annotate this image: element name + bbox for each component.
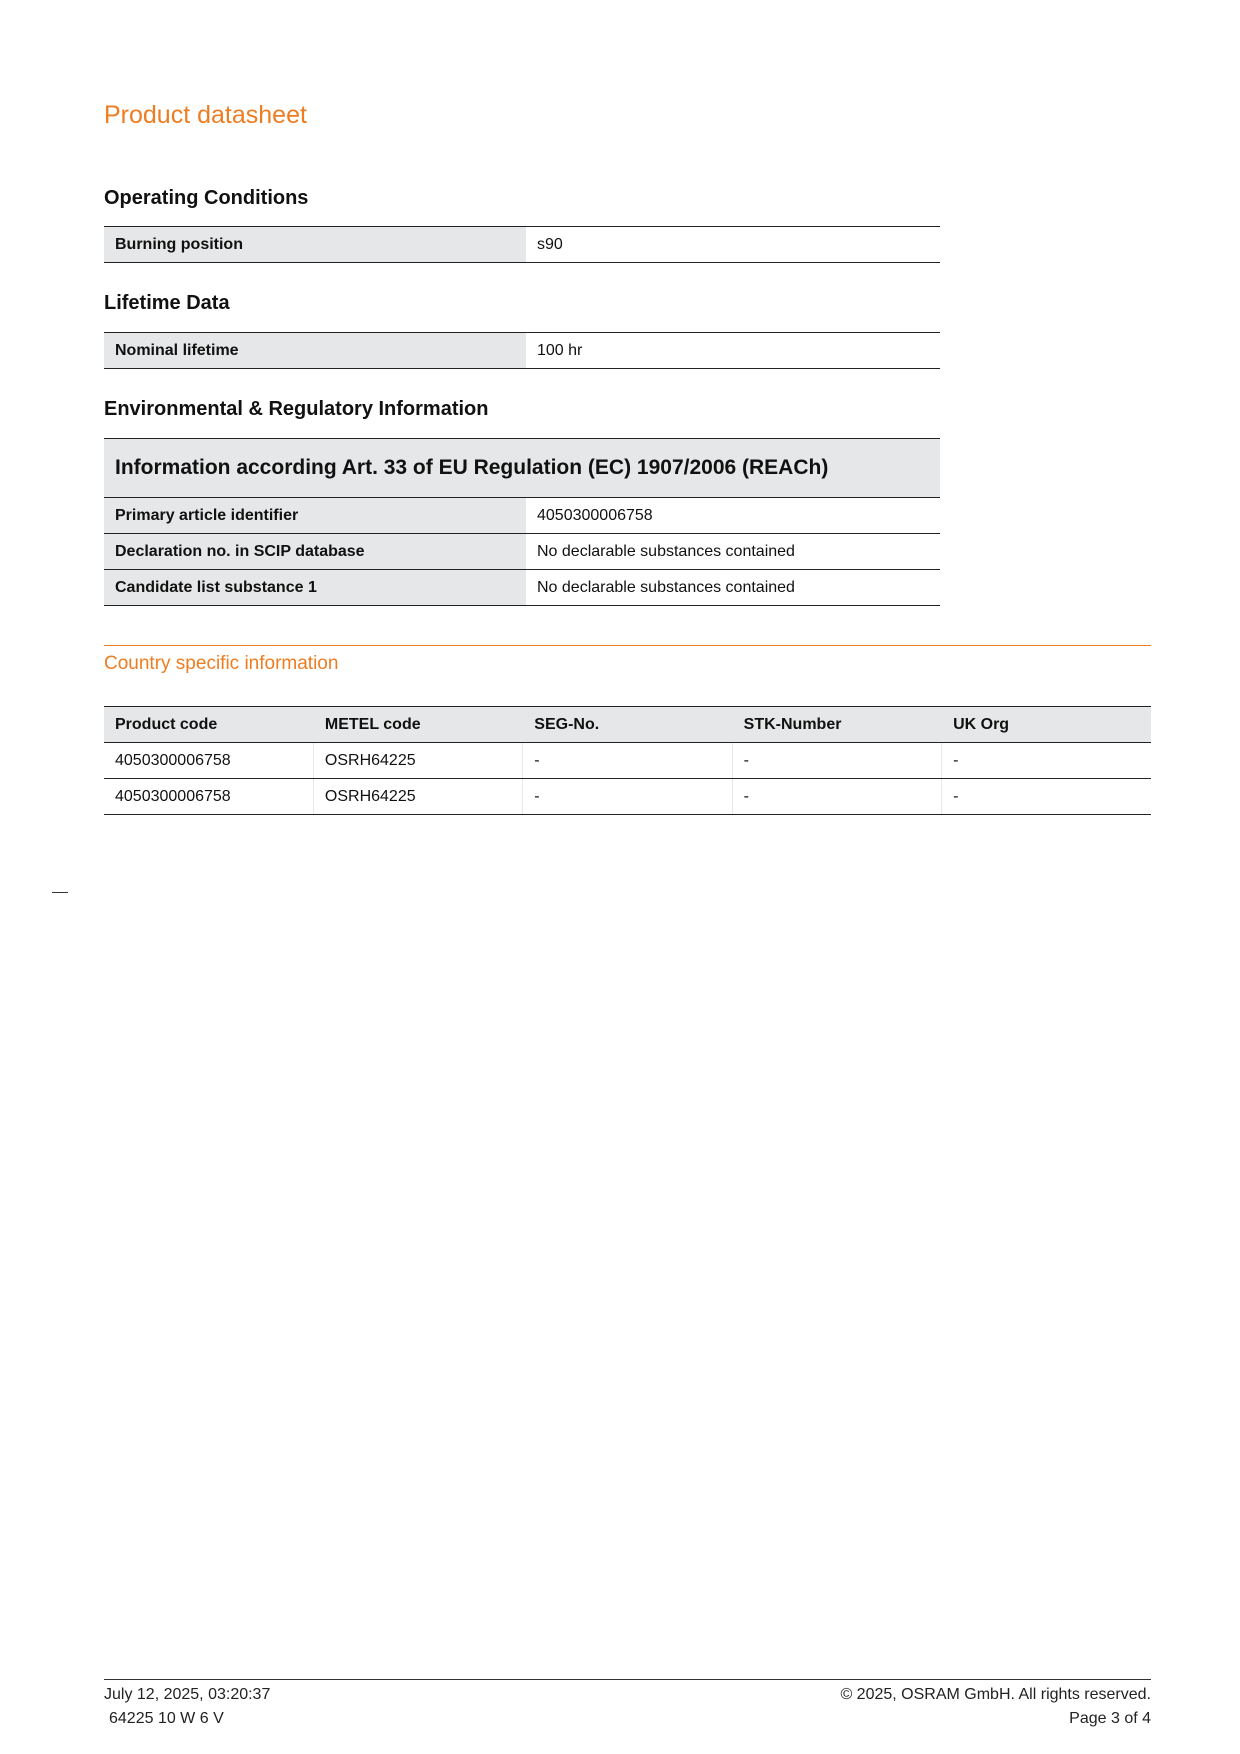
country-info-table <box>104 706 1151 815</box>
page-title: Product datasheet <box>104 101 307 129</box>
table-row <box>104 534 940 570</box>
row-label: Primary article identifier <box>104 498 526 534</box>
seg-no-cell: - <box>523 743 732 779</box>
section-divider <box>104 645 1151 646</box>
margin-mark <box>52 892 68 893</box>
row-value: No declarable substances contained <box>526 534 940 570</box>
table-row <box>104 570 940 606</box>
row-label: Burning position <box>104 227 526 263</box>
table-row <box>104 498 940 534</box>
reach-subheading: Information according Art. 33 of EU Regulation (EC) 1907/2006 (REACh) <box>104 439 940 498</box>
table-row <box>104 227 940 263</box>
operating-conditions-table <box>104 226 940 263</box>
table-row <box>104 743 1151 779</box>
uk-org-cell: - <box>942 743 1151 779</box>
footer-page-number: Page 3 of 4 <box>1069 1710 1151 1727</box>
footer-product: 64225 10 W 6 V <box>109 1710 224 1727</box>
column-header-metel-code: METEL code <box>313 707 522 743</box>
row-label: Nominal lifetime <box>104 333 526 369</box>
row-value: 4050300006758 <box>526 498 940 534</box>
country-info-heading: Country specific information <box>104 653 339 674</box>
stk-number-cell: - <box>732 743 941 779</box>
row-label: Declaration no. in SCIP database <box>104 534 526 570</box>
column-header-stk-number: STK-Number <box>732 707 941 743</box>
lifetime-data-heading: Lifetime Data <box>104 292 230 314</box>
uk-org-cell: - <box>942 779 1151 815</box>
column-header-product-code: Product code <box>104 707 313 743</box>
operating-conditions-heading: Operating Conditions <box>104 187 309 209</box>
row-label: Candidate list substance 1 <box>104 570 526 606</box>
lifetime-data-table <box>104 332 940 369</box>
row-value: 100 hr <box>526 333 940 369</box>
footer-divider <box>104 1679 1151 1680</box>
stk-number-cell: - <box>732 779 941 815</box>
table-row <box>104 779 1151 815</box>
metel-code-cell: OSRH64225 <box>313 779 522 815</box>
footer-copyright: © 2025, OSRAM GmbH. All rights reserved. <box>840 1686 1151 1703</box>
table-row <box>104 333 940 369</box>
column-header-uk-org: UK Org <box>942 707 1151 743</box>
reach-table <box>104 438 940 606</box>
footer-date: July 12, 2025, 03:20:37 <box>104 1686 271 1703</box>
row-value: No declarable substances contained <box>526 570 940 606</box>
metel-code-cell: OSRH64225 <box>313 743 522 779</box>
seg-no-cell: - <box>523 779 732 815</box>
product-code-cell: 4050300006758 <box>104 743 313 779</box>
row-value: s90 <box>526 227 940 263</box>
column-header-seg-no: SEG-No. <box>523 707 732 743</box>
product-code-cell: 4050300006758 <box>104 779 313 815</box>
table-header-row <box>104 707 1151 743</box>
environmental-heading: Environmental & Regulatory Information <box>104 398 489 420</box>
table-subheading-row <box>104 439 940 498</box>
